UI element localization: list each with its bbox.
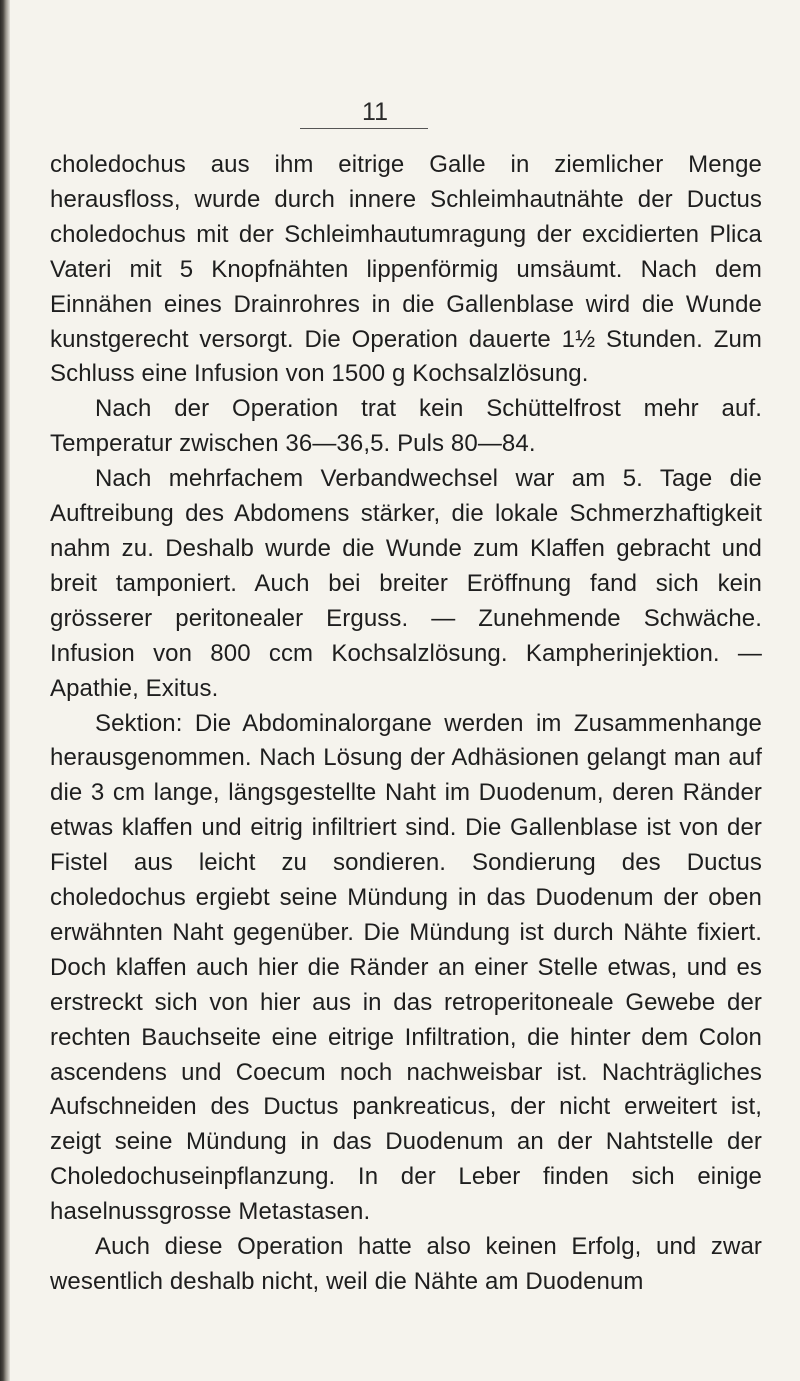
paragraph-1: choledochus aus ihm eitrige Galle in ziemlicher Menge herausfloss, wurde durch innere Schleimhautnähte der Ductus choledochus mit der Schleimhautumragung der excidierten Plica Vateri mit 5 Knopfnähten lippenförmig umsäumt. Nach dem Einnähen eines Drainrohres in die Gallenblase wird die Wunde kunstgerecht versorgt. Die Operation dauerte 1½ Stunden. Zum Schluss eine Infusion von 1500 g Kochsalzlösung. — [50, 151, 762, 388]
body-text — [50, 148, 762, 1300]
paragraph-4: Sektion: Die Abdominalorgane werden im Zusammenhange herausgenommen. Nach Lösung der Adhäsionen gelangt man auf die 3 cm lange, längsgestellte Naht im Duodenum, deren Ränder etwas klaffen und eitrig infiltriert sind. Die Gallenblase ist von der Fistel aus leicht zu sondieren. Sondierung des Ductus choledochus ergiebt seine Mündung in das Duodenum der oben erwähnten Naht gegenüber. Die Mündung ist durch Nähte fixiert. Doch klaffen auch hier die Ränder an einer Stelle etwas, und es erstreckt sich von hier aus in das retroperitoneale Gewebe der rechten Bauchseite eine eitrige Infiltration, die hinter dem Colon ascendens und Coecum noch nachweisbar ist. Nachträgliches Aufschneiden des Ductus pankreaticus, der nicht erweitert ist, zeigt seine Mündung in das Duodenum an der Nahtstelle der Choledochuseinpflanzung. In der Leber finden sich einige haselnussgrosse Metastasen. — [50, 709, 762, 1226]
paragraph-2: Nach der Operation trat kein Schüttelfrost mehr auf. Temperatur zwischen 36—36,5. Puls 80—84. — [50, 395, 762, 458]
page-binding-edge — [0, 0, 10, 1381]
header-rule — [300, 128, 428, 129]
paragraph-3: Nach mehrfachem Verbandwechsel war am 5. Tage die Auftreibung des Abdomens stärker, die lokale Schmerzhaftigkeit nahm zu. Deshalb wurde die Wunde zum Klaffen gebracht und breit tamponiert. Auch bei breiter Eröffnung fand sich kein grösserer peritonealer Erguss. — Zunehmende Schwäche. Infusion von 800 ccm Kochsalzlösung. Kampherinjektion. — Apathie, Exitus. — [50, 465, 762, 702]
page-number: 11 — [362, 98, 388, 126]
paragraph-5: Auch diese Operation hatte also keinen Erfolg, und zwar wesentlich deshalb nicht, weil die Nähte am Duodenum — [50, 1233, 762, 1295]
